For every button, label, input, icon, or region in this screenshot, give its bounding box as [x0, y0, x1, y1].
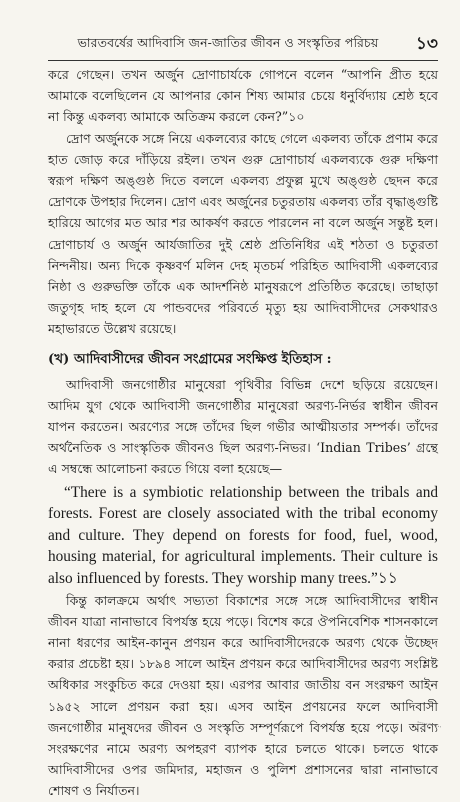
page-body	[48, 64, 438, 802]
block-quote: “There is a symbiotic relationship between the tribals and forests. Forest are closely associated with the tribal economy and culture. They depend on forests for food, fuel, wood, housing material, for agricultural implements. Their culture is also influenced by forests. They worship many trees.”১১	[48, 483, 438, 588]
section-heading: (খ) আদিবাসীদের জীবন সংগ্রামের সংক্ষিপ্ত ইতিহাস :	[48, 351, 332, 367]
running-title: ভারতবর্ষের আদিবাসি জন-জাতির জীবন ও সংস্কৃতির পরিচয়	[77, 35, 379, 50]
paragraph-colonial-laws: কিন্তু কালক্রমে অর্থাৎ সভ্যতা বিকাশের সঙ্গে সঙ্গে আদিবাসীদের স্বাধীন জীবন যাত্রা নানাভাবে বিপর্যস্ত হয়ে পড়ে। বিশেষ করে ঔপনিবেশিক শাসনকালে নানা ধরণের আইন-কানুন প্রণয়ন করে আদিবাসীদেরকে অরণ্য থেকে উচ্ছেদ করার প্রচেষ্টা হয়। ১৮৯৪ সালে আইন প্রণয়ন করে আদিবাসীদের অরণ্য সংশ্লিষ্ট অধিকার সংকুচিত করে দেওয়া হয়। এরপর আবার জাতীয় বন সংরক্ষণ আইন ১৯৫২ সালে প্রণয়ন করা হয়। এসব আইন প্রণয়নের ফলে আদিবাসী জনগোষ্ঠীর মানুষদের জীবন ও সংস্কৃতি সম্পূর্ণরূপে বিপর্যস্ত হয়ে পড়ে। অরণ্য সংরক্ষণের নামে অরণ্য অপহরণ ব্যাপক হারে চলতে থাকে। চলতে থাকে আদিবাসীদের ওপর জমিদার, মহাজন ও পুলিশ প্রশাসনের দ্বারা নানাভাবে শোষণ ও নির্যাতন।	[48, 592, 438, 799]
page-header	[48, 30, 438, 61]
paragraph-tribal-life: আদিবাসী জনগোষ্ঠীর মানুষেরা পৃথিবীর বিভিন্ন দেশে ছড়িয়ে রয়েছেন। আদিম যুগ থেকে আদিবাসী জনগোষ্ঠীর মানুষেরা অরণ্য-নির্ভর স্বাধীন জীবন যাপন করতেন। অরণ্যের সঙ্গে তাঁদের ছিল গভীর আত্মীয়তার সম্পর্ক। তাঁদের অর্থনৈতিক ও সাংস্কৃতিক জীবনও ছিল অরণ্য-নিভর। ‘Indian Tribes’ গ্রন্থে এ সম্বন্ধে আলোচনা করতে গিয়ে বলা হয়েছে—	[48, 376, 438, 477]
page-number: ১৩	[415, 34, 438, 54]
paragraph-continuation: করে গেছেন। তখন অর্জুন দ্রোণাচার্যকে গোপনে বলেন “আপনি প্রীত হয়ে আমাকে বলেছিলেন যে আপনার কোন শিষ্য আমার চেয়ে ধনুর্বিদ্যায় শ্রেষ্ঠ হবে না কিন্তু একলব্য আমাকে অতিক্রম করলে কেন?”১০	[48, 67, 438, 125]
paragraph-eklavya: দ্রোণ অর্জুনকে সঙ্গে নিয়ে একলব্যের কাছে গেলে একলব্য তাঁকে প্রণাম করে হাত জোড় করে দাঁড়িয়ে রইল। তখন গুরু দ্রোণাচার্য একলব্যকে গুরু দক্ষিণা স্বরূপ দক্ষিণ অঙ্গুষ্ঠ দিতে বললে একলব্য প্রফুল্ল মুখে অঙ্গুষ্ঠ ছেদন করে দ্রোণকে উপহার দিলেন। দ্রোণ এবং অর্জুনের চতুরতায় একলব্য তাঁর বৃদ্ধাঙ্গুষ্টি হারিয়ে আগের মত আর শর আকর্ষণ করতে পারলেন না বলে অর্জুন সন্তুষ্ট হল। দ্রোণাচার্য ও অর্জুন আর্যজাতির দুই শ্রেষ্ঠ প্রতিনিধির এই শঠতা ও চতুরতা নিন্দনীয়। অন্য দিকে কৃষ্ণবর্ণ মলিন দেহ মৃতচর্ম পরিহিত আদিবাসী একলব্যের নিষ্ঠা ও গুরুভক্তি তাঁকে এক আদর্শনিষ্ঠ মানুষরূপে প্রতিষ্ঠিত করেছে। তাছাড়া জতুগৃহ দাহ হলে যে পান্ডবদের পরিবর্তে মৃত্যু হয় আদিবাসীদের সেকথারও মহাভারতে উল্লেখ রয়েছে।	[48, 130, 438, 337]
